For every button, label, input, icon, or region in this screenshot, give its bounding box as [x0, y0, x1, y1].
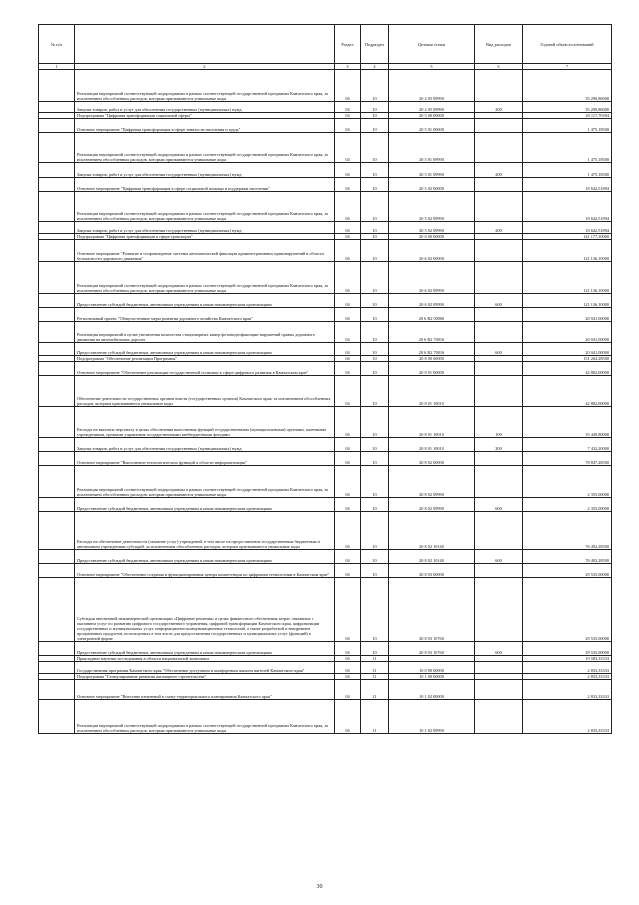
row-razdel-cell: 04: [335, 680, 361, 700]
row-target-article-cell: 20 8 02 09990: [389, 498, 475, 512]
row-razdel-cell: 04: [335, 102, 361, 113]
row-podrazdel-cell: 10: [361, 498, 389, 512]
row-amount-cell: 7 432,20000: [523, 438, 612, 452]
row-podrazdel-cell: 10: [361, 102, 389, 113]
row-podrazdel-cell: 10: [361, 322, 389, 343]
row-razdel-cell: 04: [335, 578, 361, 642]
row-name-cell: Реализация мероприятий соответствующей подпрограммы в рамках соответствующей государственной программы Камчатского края, за исключением обособленных расходов, которым присваиваются уникальные коды: [75, 700, 335, 734]
row-number-cell: [39, 438, 75, 452]
row-number-cell: [39, 308, 75, 322]
row-target-article-cell: 20 8 01 10010: [389, 438, 475, 452]
row-amount-cell: 76 492,28500: [523, 550, 612, 564]
header-target-article: Целевая статья: [389, 25, 475, 64]
row-razdel-cell: 04: [335, 133, 361, 163]
row-amount-cell: 2 833,33333: [523, 700, 612, 734]
row-podrazdel-cell: 10: [361, 642, 389, 656]
row-name-cell: Основное мероприятие "Обеспечение реализации государственной политики в сфере цифрового развития в Камчатском крае": [75, 362, 335, 376]
row-number-cell: [39, 262, 75, 294]
row-razdel-cell: 04: [335, 308, 361, 322]
row-name-cell: Расходы на выплаты персоналу в целях обеспечения выполнения функций государственными (муниципальными) органами, казенными учреждениями, органами управления государственными внебюджетными фондами: [75, 407, 335, 438]
row-razdel-cell: 04: [335, 498, 361, 512]
table-row: [39, 178, 612, 192]
column-number: 7: [523, 64, 612, 70]
row-podrazdel-cell: 10: [361, 407, 389, 438]
row-target-article-cell: 20 5 01 09990: [389, 163, 475, 178]
row-podrazdel-cell: 10: [361, 550, 389, 564]
row-expense-type-cell: 600: [475, 642, 523, 656]
row-amount-cell: 1 475,18500: [523, 163, 612, 178]
row-expense-type-cell: 600: [475, 498, 523, 512]
row-podrazdel-cell: 10: [361, 294, 389, 308]
row-expense-type-cell: [475, 662, 523, 674]
row-expense-type-cell: [475, 178, 523, 192]
row-razdel-cell: 04: [335, 343, 361, 356]
row-number-cell: [39, 362, 75, 376]
row-name-cell: Основное мероприятие "Обеспечение создания и функционирования центра компетенции по цифровым технологиям в Камчатском крае": [75, 564, 335, 578]
row-expense-type-cell: [475, 564, 523, 578]
row-expense-type-cell: [475, 452, 523, 466]
table-row: [39, 578, 612, 642]
row-name-cell: Реализация мероприятий соответствующей подпрограммы в рамках соответствующей государственной программы Камчатского края, за исключением обособленных расходов, которым присваиваются уникальные коды: [75, 70, 335, 102]
row-podrazdel-cell: 10: [361, 234, 389, 240]
row-name-cell: Предоставление субсидий бюджетным, автономным учреждениям и иным некоммерческим организациям: [75, 642, 335, 656]
row-number-cell: [39, 662, 75, 674]
column-number: 3: [335, 64, 361, 70]
row-target-article-cell: 20 8 02 00000: [389, 452, 475, 466]
row-amount-cell: 18 642,51894: [523, 222, 612, 234]
row-amount-cell: 42 882,00000: [523, 362, 612, 376]
row-name-cell: Подпрограмма "Цифровая трансформация социальной сферы": [75, 113, 335, 119]
row-podrazdel-cell: 10: [361, 119, 389, 133]
row-amount-cell: 2 355,00000: [523, 466, 612, 498]
row-podrazdel-cell: 10: [361, 362, 389, 376]
table-row: [39, 119, 612, 133]
table-row: [39, 498, 612, 512]
row-podrazdel-cell: 10: [361, 163, 389, 178]
row-razdel-cell: 04: [335, 356, 361, 362]
row-name-cell: Предоставление субсидий бюджетным, автономным учреждениям и иным некоммерческим организациям: [75, 343, 335, 356]
row-target-article-cell: 20 8 03 10760: [389, 578, 475, 642]
row-number-cell: [39, 294, 75, 308]
row-expense-type-cell: [475, 192, 523, 222]
row-number-cell: [39, 564, 75, 578]
row-podrazdel-cell: 10: [361, 113, 389, 119]
row-target-article-cell: 20 8 01 00000: [389, 362, 475, 376]
row-name-cell: Государственная программа Камчатского края "Обеспечение доступным и комфортным жильем жителей Камчатского края": [75, 662, 335, 674]
column-number: 1: [39, 64, 75, 70]
row-razdel-cell: 04: [335, 262, 361, 294]
row-target-article-cell: 20 8 02 10140: [389, 550, 475, 564]
row-target-article-cell: 20 6 02 00000: [389, 240, 475, 262]
row-name-cell: Предоставление субсидий бюджетным, автономным учреждениям и иным некоммерческим организациям: [75, 498, 335, 512]
row-podrazdel-cell: 10: [361, 343, 389, 356]
row-razdel-cell: 04: [335, 564, 361, 578]
row-name-cell: Расходы на обеспечение деятельности (оказание услуг) учреждений, в том числе на предоставление государственным бюджетным и автономным учреждениям субсидий, за исключением обособленных расходов, которым присваиваются уникальные коды: [75, 512, 335, 550]
row-amount-cell: 2 833,33333: [523, 674, 612, 680]
row-target-article-cell: 20 6 00 00000: [389, 234, 475, 240]
row-name-cell: Основное мероприятие "Цифровая трансформация в сфере социальной помощи и поддержки населения": [75, 178, 335, 192]
row-target-article-cell: 20 6 02 09990: [389, 262, 475, 294]
row-name-cell: Закупка товаров, работ и услуг для обеспечения государственных (муниципальных) нужд: [75, 438, 335, 452]
row-number-cell: [39, 119, 75, 133]
row-expense-type-cell: [475, 578, 523, 642]
row-target-article-cell: 10 1 02 00000: [389, 680, 475, 700]
row-number-cell: [39, 102, 75, 113]
row-name-cell: Субсидия автономной некоммерческой организации «Цифровые решения» в целях финансового обеспечения затрат, связанных с оказанием услуг по развитию цифрового государственного управления, цифровой трансформации Камчатского края, цифровизации государственных и муниципальных услуг, информационно-коммуникационных технологий, а также разработкой и внедрением программных продуктов, используемых в том числе для предоставления государственных и муниципальных услуг (функций) в электронной форме: [75, 578, 335, 642]
row-target-article-cell: 20 6 02 09990: [389, 294, 475, 308]
row-target-article-cell: 20 8 00 00000: [389, 356, 475, 362]
row-expense-type-cell: [475, 240, 523, 262]
row-amount-cell: 18 642,51894: [523, 192, 612, 222]
row-amount-cell: 2 833,33333: [523, 680, 612, 700]
row-expense-type-cell: 200: [475, 102, 523, 113]
row-expense-type-cell: [475, 308, 523, 322]
row-target-article-cell: 10 1 02 09990: [389, 700, 475, 734]
column-number: 6: [475, 64, 523, 70]
row-amount-cell: 20 041,00000: [523, 322, 612, 343]
row-expense-type-cell: [475, 322, 523, 343]
row-podrazdel-cell: 10: [361, 308, 389, 322]
row-number-cell: [39, 452, 75, 466]
row-razdel-cell: 04: [335, 178, 361, 192]
row-number-cell: [39, 512, 75, 550]
row-razdel-cell: 04: [335, 656, 361, 662]
row-target-article-cell: 20 8 01 10010: [389, 407, 475, 438]
row-expense-type-cell: 100: [475, 407, 523, 438]
row-target-article-cell: 20 5 02 09990: [389, 192, 475, 222]
row-amount-cell: 2 355,00000: [523, 498, 612, 512]
header-name: [75, 25, 335, 64]
table-row: [39, 466, 612, 498]
table-header-row: [39, 25, 612, 64]
row-amount-cell: 35 290,86000: [523, 102, 612, 113]
row-name-cell: Подпрограмма "Стимулирование развития жилищного строительства": [75, 674, 335, 680]
row-expense-type-cell: [475, 70, 523, 102]
row-amount-cell: 121 136,10000: [523, 240, 612, 262]
row-amount-cell: 20 041,00000: [523, 343, 612, 356]
header-podrazdel: Подраздел: [361, 25, 389, 64]
row-podrazdel-cell: 10: [361, 356, 389, 362]
row-razdel-cell: 04: [335, 674, 361, 680]
row-name-cell: Закупка товаров, работ и услуг для обеспечения государственных (муниципальных) нужд: [75, 222, 335, 234]
row-razdel-cell: 04: [335, 240, 361, 262]
row-expense-type-cell: [475, 700, 523, 734]
row-razdel-cell: 04: [335, 163, 361, 178]
row-podrazdel-cell: 10: [361, 222, 389, 234]
row-expense-type-cell: [475, 119, 523, 133]
table-row: [39, 680, 612, 700]
row-name-cell: Закупка товаров, работ и услуг для обеспечения государственных (муниципальных) нужд: [75, 102, 335, 113]
row-amount-cell: 35 449,80000: [523, 407, 612, 438]
table-row: [39, 322, 612, 343]
row-expense-type-cell: [475, 512, 523, 550]
row-target-article-cell: 20 8 03 10760: [389, 642, 475, 656]
table-row: [39, 163, 612, 178]
row-number-cell: [39, 163, 75, 178]
table-row: [39, 222, 612, 234]
table-row: [39, 102, 612, 113]
table-row: [39, 70, 612, 102]
row-podrazdel-cell: 10: [361, 178, 389, 192]
row-razdel-cell: 04: [335, 294, 361, 308]
row-amount-cell: 20 041,00000: [523, 308, 612, 322]
row-number-cell: [39, 578, 75, 642]
row-amount-cell: 1 475,18500: [523, 133, 612, 163]
row-razdel-cell: 04: [335, 407, 361, 438]
row-name-cell: Предоставление субсидий бюджетным, автономным учреждениям и иным некоммерческим организациям: [75, 294, 335, 308]
row-razdel-cell: 04: [335, 466, 361, 498]
row-amount-cell: 35 290,86000: [523, 70, 612, 102]
row-podrazdel-cell: 10: [361, 466, 389, 498]
header-expense-type: Вид расходов: [475, 25, 523, 64]
row-number-cell: [39, 192, 75, 222]
row-name-cell: Закупка товаров, работ и услуг для обеспечения государственных (муниципальных) нужд: [75, 163, 335, 178]
table-row: [39, 192, 612, 222]
row-razdel-cell: 04: [335, 452, 361, 466]
row-target-article-cell: 20 5 02 00000: [389, 178, 475, 192]
row-podrazdel-cell: 10: [361, 578, 389, 642]
table-row: [39, 700, 612, 734]
row-podrazdel-cell: 11: [361, 656, 389, 662]
table-row: [39, 262, 612, 294]
row-number-cell: [39, 240, 75, 262]
row-name-cell: Предоставление субсидий бюджетным, автономным учреждениям и иным некоммерческим организациям: [75, 550, 335, 564]
row-target-article-cell: 20 8 03 00000: [389, 564, 475, 578]
column-number: 4: [361, 64, 389, 70]
table-row: [39, 308, 612, 322]
row-name-cell: Прикладные научные исследования в области национальной экономики: [75, 656, 335, 662]
row-amount-cell: 2 833,33333: [523, 662, 612, 674]
row-amount-cell: 121 136,10000: [523, 294, 612, 308]
row-number-cell: [39, 550, 75, 564]
row-number-cell: [39, 222, 75, 234]
row-expense-type-cell: 600: [475, 294, 523, 308]
row-razdel-cell: 04: [335, 70, 361, 102]
row-number-cell: [39, 133, 75, 163]
row-target-article-cell: 20 6 R2 00000: [389, 308, 475, 322]
table-row: [39, 512, 612, 550]
row-target-article-cell: 20 5 01 00000: [389, 119, 475, 133]
row-target-article-cell: 20 8 02 10140: [389, 512, 475, 550]
row-target-article-cell: 20 8 02 09990: [389, 466, 475, 498]
table-row: [39, 343, 612, 356]
row-amount-cell: 42 882,00000: [523, 376, 612, 407]
row-target-article-cell: 20 6 R2 70016: [389, 322, 475, 343]
row-expense-type-cell: [475, 680, 523, 700]
row-razdel-cell: 04: [335, 700, 361, 734]
row-name-cell: Реализация мероприятий соответствующей подпрограммы в рамках соответствующей государственной программы Камчатского края, за исключением обособленных расходов, которым присваиваются уникальные коды: [75, 192, 335, 222]
header-num: № п/п: [39, 25, 75, 64]
row-number-cell: [39, 343, 75, 356]
column-number: 2: [75, 64, 335, 70]
row-expense-type-cell: 600: [475, 343, 523, 356]
row-name-cell: Основное мероприятие "Внесение изменений в схему территориального планирования Камчатского края": [75, 680, 335, 700]
row-target-article-cell: 20 5 01 09990: [389, 133, 475, 163]
row-name-cell: Основное мероприятие "Развитие и сопровождение системы автоматической фиксации административных правонарушений в области безопасности дорожного движения": [75, 240, 335, 262]
table-row: [39, 133, 612, 163]
row-amount-cell: 18 642,51894: [523, 178, 612, 192]
page-number: 30: [316, 884, 323, 890]
row-target-article-cell: 20 2 05 09990: [389, 70, 475, 102]
row-podrazdel-cell: 10: [361, 564, 389, 578]
row-number-cell: [39, 376, 75, 407]
row-number-cell: [39, 498, 75, 512]
row-razdel-cell: 04: [335, 362, 361, 376]
row-razdel-cell: 04: [335, 550, 361, 564]
row-razdel-cell: 04: [335, 438, 361, 452]
row-amount-cell: 1 475,18500: [523, 119, 612, 133]
row-expense-type-cell: [475, 133, 523, 163]
row-expense-type-cell: 200: [475, 438, 523, 452]
row-name-cell: Реализация мероприятий соответствующей подпрограммы в рамках соответствующей государственной программы Камчатского края, за исключением обособленных расходов, которым присваиваются уникальные коды: [75, 262, 335, 294]
table-row: [39, 376, 612, 407]
row-target-article-cell: 10 0 00 00000: [389, 662, 475, 674]
row-amount-cell: 29 535,00000: [523, 578, 612, 642]
row-name-cell: Обеспечение деятельности государственных органов власти (государственных органов) Камчатского края, за исключением обособленных расходов, которым присваиваются уникальные коды: [75, 376, 335, 407]
row-amount-cell: 29 535,00000: [523, 642, 612, 656]
row-name-cell: Реализация мероприятий соответствующей подпрограммы в рамках соответствующей государственной программы Камчатского края, за исключением обособленных расходов, которым присваиваются уникальные коды: [75, 466, 335, 498]
header-annual-amount: Годовой объем ассигнований: [523, 25, 612, 64]
row-number-cell: [39, 70, 75, 102]
row-razdel-cell: 04: [335, 192, 361, 222]
row-razdel-cell: 04: [335, 234, 361, 240]
table-row: [39, 240, 612, 262]
row-expense-type-cell: [475, 362, 523, 376]
budget-table: [38, 24, 612, 734]
row-razdel-cell: 04: [335, 376, 361, 407]
row-podrazdel-cell: 11: [361, 662, 389, 674]
row-number-cell: [39, 178, 75, 192]
row-razdel-cell: 04: [335, 322, 361, 343]
row-name-cell: Основное мероприятие "Выполнение технологических функций в области информатизации": [75, 452, 335, 466]
row-name-cell: Основное мероприятие "Цифровая трансформация в сфере занятости населения и труда": [75, 119, 335, 133]
row-number-cell: [39, 466, 75, 498]
row-amount-cell: 121 136,10000: [523, 262, 612, 294]
table-body: [39, 70, 612, 734]
row-number-cell: [39, 680, 75, 700]
row-target-article-cell: 20 5 02 09990: [389, 222, 475, 234]
table-row: [39, 294, 612, 308]
row-podrazdel-cell: 10: [361, 133, 389, 163]
row-target-article-cell: 10 1 00 00000: [389, 674, 475, 680]
column-number: 5: [389, 64, 475, 70]
row-expense-type-cell: [475, 466, 523, 498]
row-name-cell: Реализация мероприятий соответствующей подпрограммы в рамках соответствующей государственной программы Камчатского края, за исключением обособленных расходов, которым присваиваются уникальные коды: [75, 133, 335, 163]
table-row: [39, 438, 612, 452]
table-row: [39, 362, 612, 376]
row-podrazdel-cell: 10: [361, 376, 389, 407]
row-number-cell: [39, 322, 75, 343]
row-amount-cell: 20 117,70394: [523, 113, 612, 119]
row-razdel-cell: 04: [335, 662, 361, 674]
row-expense-type-cell: 200: [475, 222, 523, 234]
row-target-article-cell: 20 2 05 09990: [389, 102, 475, 113]
row-expense-type-cell: [475, 376, 523, 407]
row-name-cell: Подпрограмма "Обеспечение реализации Программы": [75, 356, 335, 362]
row-podrazdel-cell: 10: [361, 70, 389, 102]
row-amount-cell: 19 583,33333: [523, 656, 612, 662]
table-row: [39, 642, 612, 656]
row-podrazdel-cell: 10: [361, 262, 389, 294]
row-amount-cell: 151 264,28500: [523, 356, 612, 362]
table-row: [39, 662, 612, 674]
row-podrazdel-cell: 11: [361, 700, 389, 734]
row-expense-type-cell: [475, 262, 523, 294]
header-razdel: Раздел: [335, 25, 361, 64]
row-target-article-cell: 20 5 00 00000: [389, 113, 475, 119]
row-target-article-cell: 20 6 R2 70016: [389, 343, 475, 356]
table-row: [39, 407, 612, 438]
table-row: [39, 564, 612, 578]
row-amount-cell: 141 177,10000: [523, 234, 612, 240]
row-name-cell: Подпрограмма "Цифровая трансформация в сфере транспорта": [75, 234, 335, 240]
row-number-cell: [39, 642, 75, 656]
row-target-article-cell: 20 8 01 10010: [389, 376, 475, 407]
row-number-cell: [39, 407, 75, 438]
row-amount-cell: 76 492,28500: [523, 512, 612, 550]
row-razdel-cell: 04: [335, 642, 361, 656]
row-razdel-cell: 04: [335, 222, 361, 234]
row-razdel-cell: 04: [335, 113, 361, 119]
row-amount-cell: 78 847,28500: [523, 452, 612, 466]
row-podrazdel-cell: 10: [361, 512, 389, 550]
row-podrazdel-cell: 11: [361, 680, 389, 700]
row-name-cell: Реализация мероприятий в целях увеличения количества стационарных камер фотовидеофиксации нарушений правил дорожного движения на автомобильных дорогах: [75, 322, 335, 343]
row-expense-type-cell: 200: [475, 163, 523, 178]
row-podrazdel-cell: 11: [361, 674, 389, 680]
row-razdel-cell: 04: [335, 119, 361, 133]
row-podrazdel-cell: 10: [361, 452, 389, 466]
row-number-cell: [39, 700, 75, 734]
row-name-cell: Региональный проект "Общесистемные меры развития дорожного хозяйства Камчатского края": [75, 308, 335, 322]
row-razdel-cell: 04: [335, 512, 361, 550]
row-amount-cell: 29 535,00000: [523, 564, 612, 578]
row-podrazdel-cell: 10: [361, 438, 389, 452]
table-row: [39, 550, 612, 564]
row-podrazdel-cell: 10: [361, 240, 389, 262]
row-expense-type-cell: 600: [475, 550, 523, 564]
row-podrazdel-cell: 10: [361, 192, 389, 222]
table-row: [39, 452, 612, 466]
